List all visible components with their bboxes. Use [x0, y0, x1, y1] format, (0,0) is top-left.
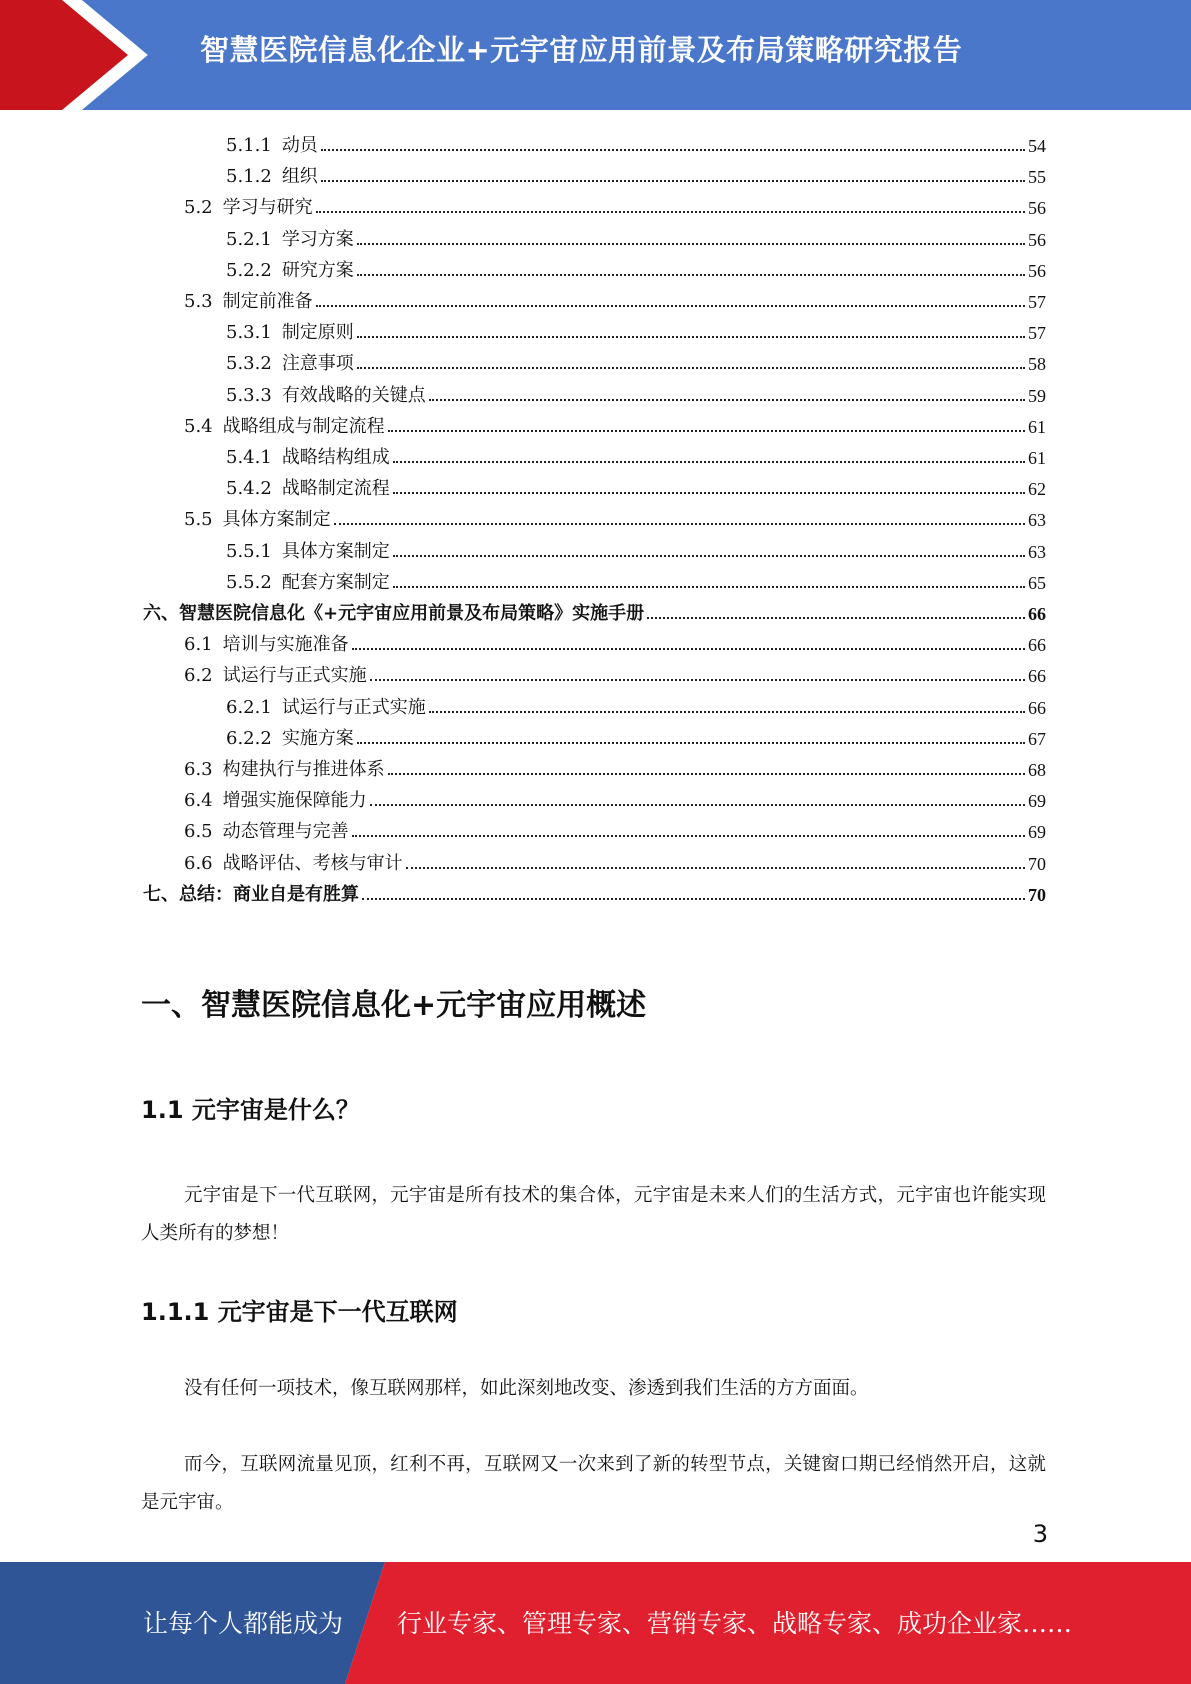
toc-entry-title	[184, 821, 349, 843]
toc-entry-page: 61	[1028, 448, 1046, 468]
toc-entry-number: 6.2.2	[226, 727, 272, 749]
toc-entry-title	[226, 229, 354, 251]
toc-dot-leader	[370, 678, 1025, 681]
toc-entry[interactable]	[184, 189, 1046, 219]
body-paragraph: 元宇宙是下一代互联网，元宇宙是所有技术的集合体，元宇宙是未来人们的生活方式，元宇宙也许能实现人类所有的梦想！	[141, 1185, 1046, 1244]
toc-entry-title	[226, 135, 318, 157]
toc-dot-leader	[362, 897, 1025, 900]
subsection-heading: 1.1 元宇宙是什么？	[141, 1096, 360, 1124]
toc-entry[interactable]	[184, 751, 1046, 781]
toc-entry-title	[184, 665, 367, 687]
toc-entry-title	[184, 509, 331, 531]
toc-entry[interactable]	[226, 158, 1046, 188]
toc-entry-label: 注意事项	[281, 353, 354, 375]
toc-entry-title	[226, 447, 390, 469]
toc-dot-leader	[357, 242, 1025, 245]
toc-entry-page: 58	[1028, 354, 1046, 375]
toc-entry[interactable]	[184, 283, 1046, 313]
toc-entry-number: 5.3.3	[226, 384, 272, 406]
toc-entry[interactable]	[184, 845, 1046, 875]
toc-entry[interactable]	[143, 595, 1046, 625]
toc-entry-page: 66	[1028, 697, 1046, 718]
toc-entry-title	[143, 603, 644, 625]
toc-entry-title	[184, 416, 385, 438]
toc-entry-page: 57	[1028, 323, 1046, 344]
toc-entry-label: 具体方案制定	[222, 509, 331, 531]
toc-entry-page: 56	[1028, 229, 1046, 250]
toc-entry-page: 68	[1028, 760, 1046, 780]
toc-dot-leader	[406, 866, 1025, 869]
toc-entry-number: 5.3	[184, 291, 213, 312]
toc-entry[interactable]	[226, 377, 1046, 407]
header-arrow-decoration	[0, 0, 200, 110]
toc-dot-leader	[647, 616, 1025, 619]
subsubsection-heading: 1.1.1 元宇宙是下一代互联网	[141, 1298, 458, 1326]
toc-entry-title	[226, 260, 354, 282]
page-number: 3	[1032, 1520, 1048, 1548]
section-heading: 一、智慧医院信息化+元宇宙应用概述	[141, 988, 647, 1023]
toc-entry-title	[226, 541, 390, 563]
toc-entry-page: 70	[1028, 884, 1046, 905]
toc-dot-leader	[388, 429, 1025, 432]
toc-entry-page: 54	[1028, 136, 1046, 156]
toc-entry-number: 5.4	[184, 415, 213, 437]
header-title: 智慧医院信息化企业+元宇宙应用前景及布局策略研究报告	[200, 33, 963, 67]
toc-entry-number: 5.5	[184, 509, 213, 531]
toc-entry[interactable]	[143, 876, 1046, 906]
body-paragraph: 而今，互联网流量见顶，红利不再，互联网又一次来到了新的转型节点，关键窗口期已经悄然开启，这就是元宇宙。	[141, 1454, 1046, 1513]
toc-entry-page: 66	[1028, 666, 1046, 687]
toc-entry-number: 6.2	[184, 665, 213, 687]
toc-entry-number: 5.5.2	[226, 571, 272, 593]
toc-entry-title	[184, 759, 385, 781]
toc-entry-number: 6.1	[184, 634, 213, 656]
toc-entry-page: 62	[1028, 479, 1046, 500]
toc-entry-title	[184, 790, 367, 812]
toc-entry-number: 5.1.1	[226, 135, 272, 156]
toc-entry-page: 59	[1028, 385, 1046, 406]
toc-entry-label: 战略制定流程	[281, 478, 390, 500]
toc-dot-leader	[352, 647, 1025, 650]
toc-entry[interactable]	[226, 564, 1046, 594]
toc-entry-label: 具体方案制定	[281, 540, 390, 562]
toc-entry-page: 63	[1028, 510, 1046, 531]
toc-entry-label: 六、智慧医院信息化《+元宇宙应用前景及布局策略》实施手册	[143, 603, 645, 624]
toc-entry-number: 5.1.2	[226, 166, 272, 188]
toc-entry-number: 6.4	[184, 790, 213, 812]
toc-dot-leader	[393, 460, 1025, 463]
toc-entry-label: 培训与实施准备	[222, 634, 349, 656]
toc-entry-label: 配套方案制定	[281, 571, 390, 593]
toc-entry-label: 战略评估、考核与审计	[222, 852, 403, 874]
toc-entry-label: 制定原则	[281, 322, 354, 344]
toc-entry-page: 56	[1028, 260, 1046, 281]
page-footer	[0, 1562, 1191, 1684]
toc-entry-page: 56	[1028, 198, 1046, 219]
footer-slogan-right: 行业专家、管理专家、营销专家、战略专家、成功企业家……	[397, 1609, 1073, 1638]
toc-entry-number: 5.3.2	[226, 353, 272, 375]
toc-entry-title	[184, 634, 349, 656]
toc-entry-number: 6.6	[184, 852, 213, 874]
toc-entry-number: 5.3.1	[226, 322, 272, 344]
toc-entry-title	[184, 853, 403, 875]
toc-entry-title	[226, 385, 426, 407]
toc-entry-title	[226, 572, 390, 594]
toc-entry-label: 研究方案	[281, 259, 354, 281]
toc-entry-number: 6.5	[184, 821, 213, 843]
toc-entry-number: 5.2.2	[226, 259, 272, 281]
toc-entry[interactable]	[184, 813, 1046, 843]
toc-entry-label: 战略组成与制定流程	[222, 415, 385, 437]
toc-entry-label: 动态管理与完善	[222, 821, 349, 843]
toc-entry-number: 5.4.1	[226, 447, 272, 468]
toc-entry-label: 战略结构组成	[281, 447, 390, 468]
toc-entry-page: 66	[1028, 604, 1046, 624]
toc-entry-title	[184, 197, 313, 219]
toc-entry-page: 70	[1028, 853, 1046, 874]
toc-entry-label: 增强实施保障能力	[222, 790, 367, 812]
toc-dot-leader	[393, 491, 1025, 494]
toc-entry-label: 学习与研究	[222, 197, 313, 219]
toc-dot-leader	[316, 304, 1025, 307]
toc-entry-label: 组织	[281, 166, 318, 188]
toc-entry[interactable]	[184, 501, 1046, 531]
toc-dot-leader	[321, 179, 1025, 182]
toc-dot-leader	[316, 210, 1025, 213]
toc-entry-label: 制定前准备	[222, 291, 313, 312]
toc-entry-number: 5.4.2	[226, 478, 272, 500]
toc-entry-number: 6.2.1	[226, 696, 272, 718]
toc-entry-title	[226, 478, 390, 500]
toc-entry-page: 66	[1028, 635, 1046, 656]
toc-dot-leader	[357, 741, 1025, 744]
toc-entry[interactable]	[226, 439, 1046, 469]
toc-dot-leader	[370, 803, 1025, 806]
toc-entry-number: 6.3	[184, 759, 213, 780]
toc-entry-title	[226, 353, 354, 375]
toc-entry[interactable]	[226, 533, 1046, 563]
toc-dot-leader	[321, 148, 1025, 151]
toc-dot-leader	[429, 710, 1025, 713]
toc-entry-label: 试运行与正式实施	[222, 665, 367, 687]
toc-dot-leader	[357, 335, 1025, 338]
toc-entry-label: 学习方案	[281, 228, 354, 250]
toc-dot-leader	[357, 273, 1025, 276]
toc-entry-page: 61	[1028, 416, 1046, 437]
toc-entry[interactable]	[226, 314, 1046, 344]
toc-entry-title	[143, 884, 359, 906]
toc-entry-number: 5.5.1	[226, 540, 272, 562]
toc-entry-number: 5.2.1	[226, 228, 272, 250]
toc-entry-number: 5.2	[184, 197, 213, 219]
toc-entry[interactable]	[226, 470, 1046, 500]
toc-entry-title	[226, 697, 426, 719]
toc-entry[interactable]	[226, 345, 1046, 375]
toc-entry-page: 67	[1028, 728, 1046, 749]
toc-dot-leader	[334, 522, 1025, 525]
toc-entry[interactable]	[226, 221, 1046, 251]
toc-dot-leader	[352, 834, 1025, 837]
toc-entry-page: 63	[1028, 541, 1046, 562]
toc-dot-leader	[429, 398, 1025, 401]
toc-entry[interactable]	[184, 782, 1046, 812]
toc-entry[interactable]	[184, 408, 1046, 438]
toc-dot-leader	[393, 585, 1025, 588]
footer-slogan-left: 让每个人都能成为	[143, 1609, 344, 1638]
toc-entry[interactable]	[226, 720, 1046, 750]
toc-entry-label: 实施方案	[281, 727, 354, 749]
toc-entry-title	[226, 166, 318, 188]
toc-dot-leader	[388, 772, 1025, 775]
toc-entry-label: 试运行与正式实施	[281, 696, 426, 718]
toc-entry-label: 构建执行与推进体系	[222, 759, 385, 780]
toc-entry-title	[226, 322, 354, 344]
toc-entry-page: 65	[1028, 572, 1046, 593]
toc-entry-page: 57	[1028, 292, 1046, 312]
page-header	[0, 0, 1191, 110]
toc-entry-page: 69	[1028, 822, 1046, 843]
toc-entry-label: 动员	[281, 135, 318, 156]
toc-entry[interactable]	[226, 252, 1046, 282]
toc-entry-title	[184, 291, 313, 313]
toc-entry-label: 有效战略的关键点	[281, 384, 426, 406]
toc-entry[interactable]	[226, 127, 1046, 157]
toc-entry-title	[226, 728, 354, 750]
toc-dot-leader	[393, 554, 1025, 557]
toc-entry-page: 55	[1028, 167, 1046, 188]
toc-entry[interactable]	[184, 626, 1046, 656]
toc-entry-page: 69	[1028, 791, 1046, 812]
body-paragraph: 没有任何一项技术，像互联网那样，如此深刻地改变、渗透到我们生活的方方面面。	[184, 1378, 869, 1399]
toc-entry[interactable]	[184, 657, 1046, 687]
toc-dot-leader	[357, 366, 1025, 369]
toc-entry[interactable]	[226, 689, 1046, 719]
toc-entry-label: 七、总结：商业自是有胜算	[143, 883, 359, 905]
